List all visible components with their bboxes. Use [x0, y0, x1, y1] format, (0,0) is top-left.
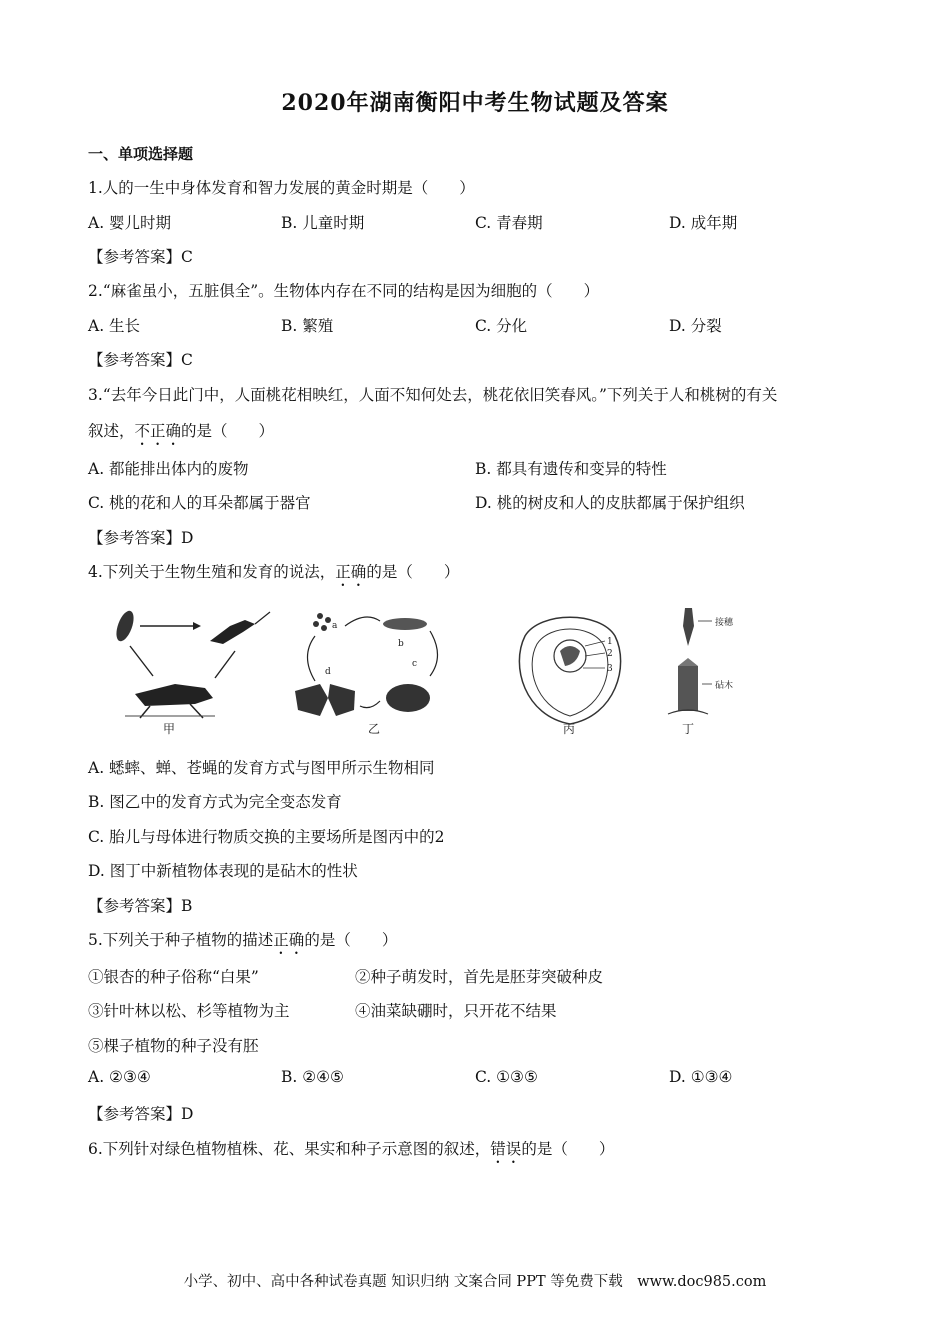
question-1-answer: 【参考答案】C: [88, 248, 193, 266]
page-title: 2020年湖南衡阳中考生物试题及答案: [281, 90, 669, 116]
question-4-stem-tail: 的是（ ）: [366, 563, 460, 581]
question-1-option-d: D. 成年期: [669, 214, 738, 232]
question-1-stem: 1.人的一生中身体发育和智力发展的黄金时期是（ ）: [88, 179, 475, 197]
question-6-emphasis: 错误: [490, 1140, 522, 1158]
question-1-option-b: B. 儿童时期: [281, 214, 365, 232]
question-3-option-b: B. 都具有遗传和变异的特性: [475, 460, 667, 478]
question-5-option-d: D. ①③④: [669, 1068, 733, 1086]
question-5-answer: 【参考答案】D: [88, 1105, 194, 1123]
question-3-stem-tail: 的是（ ）: [181, 422, 275, 440]
figure-bing-number-1: 1: [607, 637, 613, 647]
silkworm-lifecycle-drawing: [280, 606, 455, 736]
question-4-figures: [100, 606, 820, 736]
question-5-option-a: A. ②③④: [88, 1068, 151, 1086]
uterus-fetus-drawing: [505, 606, 635, 736]
question-3-option-a: A. 都能排出体内的废物: [88, 460, 249, 478]
figure-yi-letter-b: b: [398, 639, 404, 649]
figure-label-bing: 丙: [563, 722, 576, 736]
question-3-answer: 【参考答案】D: [88, 529, 194, 547]
question-5-item-2: ②种子萌发时，首先是胚芽突破种皮: [355, 968, 604, 986]
question-2-stem: 2.“麻雀虽小，五脏俱全”。生物体内存在不同的结构是因为细胞的（ ）: [88, 282, 600, 300]
question-2-option-a: A. 生长: [88, 317, 141, 335]
figure-ding: [650, 606, 770, 736]
question-4-emphasis: 正确: [335, 563, 367, 581]
question-5-item-1: ①银杏的种子俗称“白果”: [88, 968, 259, 986]
question-4-stem: [88, 560, 459, 590]
page-footer: 小学、初中、高中各种试卷真题 知识归纳 文案合同 PPT 等免费下载 www.doc985.com: [183, 1274, 767, 1290]
figure-bing: [505, 606, 635, 736]
question-4-option-a: A. 蟋蟀、蝉、苍蝇的发育方式与图甲所示生物相同: [88, 759, 435, 777]
question-2-option-c: C. 分化: [475, 317, 528, 335]
figure-label-jia: 甲: [163, 722, 176, 736]
question-5-stem-tail: 的是（ ）: [304, 931, 398, 949]
question-3-stem-line-2: [88, 419, 274, 449]
figure-label-ding: 丁: [682, 722, 695, 736]
figure-yi-letter-a: a: [332, 621, 338, 631]
question-3-emphasis: 不正确: [134, 422, 182, 440]
figure-ding-stock-label: 砧木: [715, 681, 734, 691]
question-1-option-c: C. 青春期: [475, 214, 543, 232]
question-5-item-3: ③针叶林以松、杉等植物为主: [88, 1002, 290, 1020]
question-2-option-d: D. 分裂: [669, 317, 722, 335]
question-4-option-d: D. 图丁中新植物体表现的是砧木的性状: [88, 862, 358, 880]
question-6-stem-tail: 的是（ ）: [521, 1140, 615, 1158]
question-5-stem: [88, 928, 397, 958]
question-4-answer: 【参考答案】B: [88, 897, 193, 915]
question-5-emphasis: 正确: [273, 931, 305, 949]
grafting-drawing: [650, 606, 770, 736]
question-4-option-c: C. 胎儿与母体进行物质交换的主要场所是图丙中的2: [88, 828, 445, 846]
question-3-stem-text: 叙述，: [88, 422, 135, 440]
question-5-item-5: ⑤棵子植物的种子没有胚: [88, 1037, 259, 1055]
question-5-option-c: C. ①③⑤: [475, 1068, 538, 1086]
figure-yi: [280, 606, 455, 736]
grasshopper-lifecycle-drawing: [105, 606, 280, 736]
figure-label-yi: 乙: [368, 722, 381, 736]
question-3-stem-line-1: 3.“去年今日此门中，人面桃花相映红，人面不知何处去，桃花依旧笑春风。”下列关于人和桃树的有关: [88, 386, 778, 404]
question-5-option-b: B. ②④⑤: [281, 1068, 344, 1086]
figure-yi-letter-d: d: [325, 667, 331, 677]
figure-bing-number-3: 3: [607, 664, 613, 674]
question-4-option-b: B. 图乙中的发育方式为完全变态发育: [88, 793, 342, 811]
question-2-option-b: B. 繁殖: [281, 317, 334, 335]
figure-yi-letter-c: c: [412, 659, 418, 669]
question-4-stem-text: 4.下列关于生物生殖和发育的说法，: [88, 563, 336, 581]
question-1-option-a: A. 婴儿时期: [88, 214, 172, 232]
question-3-option-d: D. 桃的树皮和人的皮肤都属于保护组织: [475, 494, 745, 512]
figure-ding-scion-label: 接穗: [715, 618, 734, 628]
question-6-stem: [88, 1137, 614, 1167]
question-6-stem-text: 6.下列针对绿色植物植株、花、果实和种子示意图的叙述，: [88, 1140, 491, 1158]
question-2-answer: 【参考答案】C: [88, 351, 193, 369]
question-3-option-c: C. 桃的花和人的耳朵都属于器官: [88, 494, 311, 512]
question-5-stem-text: 5.下列关于种子植物的描述: [88, 931, 274, 949]
question-5-item-4: ④油菜缺硼时，只开花不结果: [355, 1002, 557, 1020]
section-heading: 一、单项选择题: [88, 145, 194, 163]
figure-jia: [105, 606, 280, 736]
figure-bing-number-2: 2: [607, 649, 613, 659]
